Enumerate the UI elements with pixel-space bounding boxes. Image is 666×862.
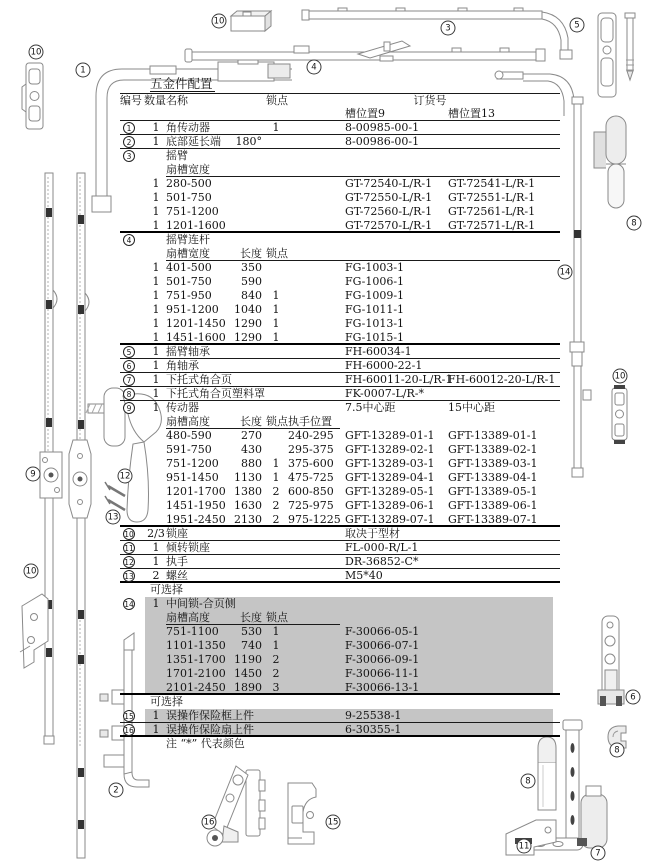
lock-cell: 2: [272, 653, 280, 666]
qty-cell: 1: [152, 205, 160, 218]
order9-cell: GFT-13289-06-1: [345, 499, 435, 512]
row-number-badge: 10: [124, 530, 134, 539]
name-cell: 下托式角合页塑料罩: [166, 387, 265, 400]
table-row: [120, 499, 560, 513]
lock-cell: 2: [272, 513, 280, 526]
lock-cell: 1: [272, 317, 280, 330]
length-cell: 350: [241, 261, 262, 274]
callout-8: 8: [627, 216, 642, 231]
length-cell: 长度: [240, 611, 262, 624]
qty-cell: 1: [152, 723, 160, 736]
name-cell: 中间锁-合页侧: [166, 597, 236, 610]
col-header-slot9: 槽位置9: [345, 107, 385, 120]
order9-cell: GFT-13289-05-1: [345, 485, 435, 498]
lock-cell: 锁点: [266, 415, 288, 428]
callout-2: 2: [109, 783, 124, 798]
name-cell: 501-750: [166, 275, 212, 288]
table-row: [120, 261, 560, 275]
order13-cell: GFT-13389-06-1: [448, 499, 538, 512]
col-header-lock: 锁点: [266, 94, 288, 107]
name-cell: 锁座: [166, 527, 188, 540]
name-cell: 角轴承: [166, 359, 199, 372]
table-row: [120, 135, 560, 149]
name-cell: 倾转锁座: [166, 541, 210, 554]
table-row: [120, 373, 560, 387]
col-header-id: 编号: [120, 94, 142, 107]
order9-cell: GT-72570-L/R-1: [345, 219, 433, 232]
table-row: [120, 289, 560, 303]
order13-cell: GT-72541-L/R-1: [448, 177, 536, 190]
frame-safety-part-drawing: [288, 783, 316, 844]
table-row: [120, 695, 560, 709]
name-cell: 1451-1600: [166, 331, 226, 344]
row-number-badge: 7: [123, 374, 135, 386]
qty-cell: 1: [152, 359, 160, 372]
table-row: [120, 667, 560, 681]
table-row: [120, 149, 560, 163]
order13-cell: GFT-13389-01-1: [448, 429, 538, 442]
name-cell: 下托式角合页: [166, 373, 232, 386]
length-cell: 1130: [234, 471, 262, 484]
order9-cell: FG-1006-1: [345, 275, 405, 288]
row-number-badge: 2: [123, 136, 135, 148]
name-cell: 1201-1700: [166, 485, 226, 498]
qty-cell: 1: [152, 345, 160, 358]
table-row: [120, 331, 560, 345]
order13-cell: GFT-13389-03-1: [448, 457, 538, 470]
name-cell: 可选择: [150, 695, 183, 708]
qty-cell: 1: [152, 401, 160, 414]
lock-cell: 2: [272, 499, 280, 512]
name-cell: 1201-1450: [166, 317, 226, 330]
callout-4: 4: [307, 60, 322, 75]
order9-cell: 7.5中心距: [345, 401, 396, 414]
order13-cell: GFT-13389-05-1: [448, 485, 538, 498]
length-cell: 270: [241, 429, 262, 442]
order9-cell: F-30066-05-1: [345, 625, 420, 638]
table-row: [120, 737, 560, 751]
order9-cell: FL-000-R/L-1: [345, 541, 419, 554]
hardware-config-table: [120, 76, 560, 751]
length-cell: 430: [241, 443, 262, 456]
order9-cell: GFT-13289-07-1: [345, 513, 435, 526]
table-row: [120, 429, 560, 443]
order9-cell: FH-60034-1: [345, 345, 412, 358]
row-number-badge: 9: [123, 402, 135, 414]
row-number-badge: 12: [124, 558, 134, 567]
qty-cell: 1: [152, 191, 160, 204]
name-cell: 751-950: [166, 289, 212, 302]
length-cell: 1290: [234, 317, 262, 330]
col-header-slot13: 槽位置13: [448, 107, 495, 120]
order13-cell: GT-72571-L/R-1: [448, 219, 536, 232]
order9-cell: 9-25538-1: [345, 709, 402, 722]
name-cell: 591-750: [166, 443, 212, 456]
qty-cell: 1: [152, 597, 160, 610]
order9-cell: 8-00985-00-1: [345, 121, 420, 134]
table-header-row: [120, 93, 560, 107]
table-row: [120, 219, 560, 233]
name-cell: 480-590: [166, 429, 212, 442]
length-cell: 1890: [234, 681, 262, 694]
order9-cell: GT-72550-L/R-1: [345, 191, 433, 204]
name-cell: 751-1200: [166, 457, 219, 470]
callout-7: 7: [591, 846, 606, 861]
name-cell: 误操作保险框上件: [166, 709, 254, 722]
callout-5: 5: [570, 18, 585, 33]
top-bar-drawing: [302, 8, 572, 59]
callout-10: 10: [613, 369, 628, 384]
table-row: [120, 415, 560, 429]
row-number-badge: 15: [124, 712, 134, 721]
table-row: [120, 247, 560, 261]
table-row: [120, 191, 560, 205]
table-row: [120, 317, 560, 331]
qty-cell: 2/3: [147, 527, 165, 540]
lock-cell: 锁点: [266, 611, 288, 624]
table-row: [120, 471, 560, 485]
name-cell: 1451-1950: [166, 499, 226, 512]
callout-12: 12: [118, 469, 133, 484]
name-cell: 摇臂: [166, 149, 188, 162]
length-cell: 长度: [240, 415, 262, 428]
handle-pos-cell: 975-1225: [288, 513, 341, 526]
name-cell: 传动器: [166, 401, 199, 414]
name-cell: 摇臂连杆: [166, 233, 210, 246]
order9-cell: GFT-13289-03-1: [345, 457, 435, 470]
name-cell: 951-1200: [166, 303, 219, 316]
handle-pos-cell: 475-725: [288, 471, 334, 484]
qty-cell: 1: [152, 121, 160, 134]
table-row: [120, 681, 560, 695]
order9-cell: FG-1003-1: [345, 261, 405, 274]
lock-cell: 1: [272, 625, 280, 638]
callout-11: 11: [517, 839, 532, 854]
table-row: [120, 233, 560, 247]
callout-6: 6: [626, 690, 641, 705]
qty-cell: 1: [152, 541, 160, 554]
order13-cell: GFT-13389-02-1: [448, 443, 538, 456]
striker-plate-top-left-drawing: [22, 63, 43, 129]
table-title-text: 五金件配置: [150, 76, 213, 91]
table-row: [120, 625, 560, 639]
order9-cell: FG-1013-1: [345, 317, 405, 330]
order13-cell: GFT-13389-07-1: [448, 513, 538, 526]
table-row: [120, 597, 560, 611]
handle-pos-cell: 240-295: [288, 429, 334, 442]
order9-cell: F-30066-13-1: [345, 681, 420, 694]
qty-cell: 1: [152, 177, 160, 190]
table-row: [120, 611, 560, 625]
lock-cell: 1: [272, 331, 280, 344]
qty-cell: 1: [152, 331, 160, 344]
table-row: [120, 443, 560, 457]
order9-cell: 6-30355-1: [345, 723, 402, 736]
corner-bearing-plate-drawing: [598, 616, 624, 706]
sash-safety-part-drawing: [207, 766, 265, 846]
table-title: [120, 76, 560, 93]
name-cell: 1351-1700: [166, 653, 226, 666]
lock-cell: 1: [272, 471, 280, 484]
order9-cell: 8-00986-00-1: [345, 135, 420, 148]
lock-cell: 1: [272, 289, 280, 302]
order9-cell: GFT-13289-01-1: [345, 429, 435, 442]
order9-cell: GFT-13289-04-1: [345, 471, 435, 484]
handle-pos-cell: 执手位置: [288, 415, 332, 428]
length-cell: 1380: [234, 485, 262, 498]
callout-15: 15: [326, 815, 341, 830]
lock-cell: 1: [272, 639, 280, 652]
qty-cell: 1: [152, 275, 160, 288]
qty-cell: 1: [152, 373, 160, 386]
order9-cell: FG-1011-1: [345, 303, 405, 316]
callout-14: 14: [558, 265, 573, 280]
callout-9: 9: [26, 467, 41, 482]
table-row: [120, 555, 560, 569]
order9-cell: FG-1009-1: [345, 289, 405, 302]
table-row: [120, 653, 560, 667]
name-cell: 底部延长端: [166, 135, 221, 148]
callout-8: 8: [610, 743, 625, 758]
table-row: [120, 345, 560, 359]
table-row: [120, 401, 560, 415]
row-number-badge: 13: [124, 572, 134, 581]
order9-cell: M5*40: [345, 569, 383, 582]
hinge-top-right-drawing: [594, 116, 626, 208]
table-rows: [120, 93, 560, 751]
length-cell: 880: [241, 457, 262, 470]
row-number-badge: 16: [124, 726, 134, 735]
order9-cell: F-30066-09-1: [345, 653, 420, 666]
length-cell: 1290: [234, 331, 262, 344]
order9-cell: GT-72540-L/R-1: [345, 177, 433, 190]
name-cell: 注 “*” 代表颜色: [166, 737, 245, 750]
qty-cell: 1: [152, 709, 160, 722]
name-cell: 751-1100: [166, 625, 219, 638]
table-row: [120, 387, 560, 401]
name-cell: 扇槽宽度: [166, 247, 210, 260]
qty-cell: 1: [152, 289, 160, 302]
table-subheader-row: [120, 107, 560, 121]
length-cell: 1630: [234, 499, 262, 512]
table-row: [120, 569, 560, 583]
name-cell: 1101-1350: [166, 639, 226, 652]
row-number-badge: 3: [123, 150, 135, 162]
row-number-badge: 1: [123, 122, 135, 134]
row-number-badge: 8: [123, 388, 135, 400]
row-number-badge: 4: [123, 234, 135, 246]
order9-cell: F-30066-11-1: [345, 667, 420, 680]
length-cell: 1040: [234, 303, 262, 316]
right-rail-drawing: [570, 97, 591, 477]
length-cell: 长度: [240, 247, 262, 260]
table-row: [120, 457, 560, 471]
order9-cell: FG-1015-1: [345, 331, 405, 344]
callout-8: 8: [521, 774, 536, 789]
lock-cell: 1: [272, 457, 280, 470]
order13-cell: GT-72561-L/R-1: [448, 205, 536, 218]
lock-strip-drawing: [598, 13, 635, 97]
order9-cell: F-30066-07-1: [345, 639, 420, 652]
name-cell: 螺丝: [166, 569, 188, 582]
name-cell: 951-1450: [166, 471, 219, 484]
handle-pos-cell: 725-975: [288, 499, 334, 512]
order13-cell: FH-60012-20-L/R-1: [448, 373, 556, 386]
callout-16: 16: [202, 815, 217, 830]
order9-cell: FH-6000-22-1: [345, 359, 423, 372]
handle-pos-cell: 375-600: [288, 457, 334, 470]
table-row: [120, 121, 560, 135]
length-cell: 740: [241, 639, 262, 652]
name-cell: 1201-1600: [166, 219, 226, 232]
callout-10: 10: [24, 564, 39, 579]
row-number-badge: 6: [123, 360, 135, 372]
name-cell: 280-500: [166, 177, 212, 190]
name-cell: 误操作保险扇上件: [166, 723, 254, 736]
order13-cell: GT-72551-L/R-1: [448, 191, 536, 204]
callout-1: 1: [76, 63, 91, 78]
callout-3: 3: [441, 21, 456, 36]
table-row: [120, 527, 560, 541]
length-cell: 530: [241, 625, 262, 638]
row-number-badge: 14: [124, 600, 134, 609]
tilt-keeper-right-drawing: [612, 385, 627, 444]
name-cell: 2101-2450: [166, 681, 226, 694]
col-header-qty: 数量: [144, 94, 166, 107]
handle-pos-cell: 600-850: [288, 485, 334, 498]
lock-cell: 2: [272, 485, 280, 498]
lock-cell: 锁点: [266, 247, 288, 260]
qty-cell: 1: [152, 219, 160, 232]
lock-cell: 1: [272, 121, 280, 134]
table-row: [120, 639, 560, 653]
table-row: [120, 583, 560, 597]
handle-pos-cell: 295-375: [288, 443, 334, 456]
name-cell: 751-1200: [166, 205, 219, 218]
table-row: [120, 513, 560, 527]
name-cell: 扇槽高度: [166, 611, 210, 624]
order9-cell: FH-60011-20-L/R-1: [345, 373, 453, 386]
length-cell: 180°: [235, 135, 262, 148]
qty-cell: 1: [152, 261, 160, 274]
length-cell: 840: [241, 289, 262, 302]
qty-cell: 2: [152, 569, 160, 582]
order9-cell: FK-0007-L/R-*: [345, 387, 424, 400]
order9-cell: GT-72560-L/R-1: [345, 205, 433, 218]
col-header-name: 名称: [166, 94, 188, 107]
qty-cell: 1: [152, 387, 160, 400]
lock-cell: 3: [272, 681, 280, 694]
length-cell: 1450: [234, 667, 262, 680]
length-cell: 590: [241, 275, 262, 288]
table-row: [120, 541, 560, 555]
qty-cell: 1: [152, 303, 160, 316]
order9-cell: DR-36852-C*: [345, 555, 419, 568]
row-number-badge: 5: [123, 346, 135, 358]
name-cell: 执手: [166, 555, 188, 568]
name-cell: 扇槽高度: [166, 415, 210, 428]
table-row: [120, 177, 560, 191]
top-keeper-drawing: [231, 11, 271, 31]
table-row: [120, 359, 560, 373]
name-cell: 501-750: [166, 191, 212, 204]
name-cell: 摇臂轴承: [166, 345, 210, 358]
order13-cell: 15中心距: [448, 401, 495, 414]
qty-cell: 1: [152, 317, 160, 330]
table-row: [120, 205, 560, 219]
table-row: [120, 275, 560, 289]
lock-cell: 1: [272, 303, 280, 316]
lock-cell: 2: [272, 667, 280, 680]
name-cell: 1701-2100: [166, 667, 226, 680]
order13-cell: GFT-13389-04-1: [448, 471, 538, 484]
order9-cell: GFT-13289-02-1: [345, 443, 435, 456]
table-row: [120, 163, 560, 177]
qty-cell: 1: [152, 135, 160, 148]
order9-cell: 取决于型材: [345, 527, 400, 540]
qty-cell: 1: [152, 555, 160, 568]
table-row: [120, 485, 560, 499]
name-cell: 扇槽宽度: [166, 163, 210, 176]
length-cell: 2130: [234, 513, 262, 526]
col-header-order: 订货号: [413, 94, 447, 107]
row-number-badge: 11: [124, 544, 134, 553]
table-row: [120, 709, 560, 723]
name-cell: 1951-2450: [166, 513, 226, 526]
length-cell: 1190: [234, 653, 262, 666]
table-row: [120, 723, 560, 737]
name-cell: 角传动器: [166, 121, 210, 134]
callout-10: 10: [212, 14, 227, 29]
callout-13: 13: [106, 510, 121, 525]
callout-10: 10: [29, 45, 44, 60]
keeper-bracket-left-drawing: [20, 594, 48, 668]
table-row: [120, 303, 560, 317]
name-cell: 可选择: [150, 583, 183, 596]
name-cell: 401-500: [166, 261, 212, 274]
